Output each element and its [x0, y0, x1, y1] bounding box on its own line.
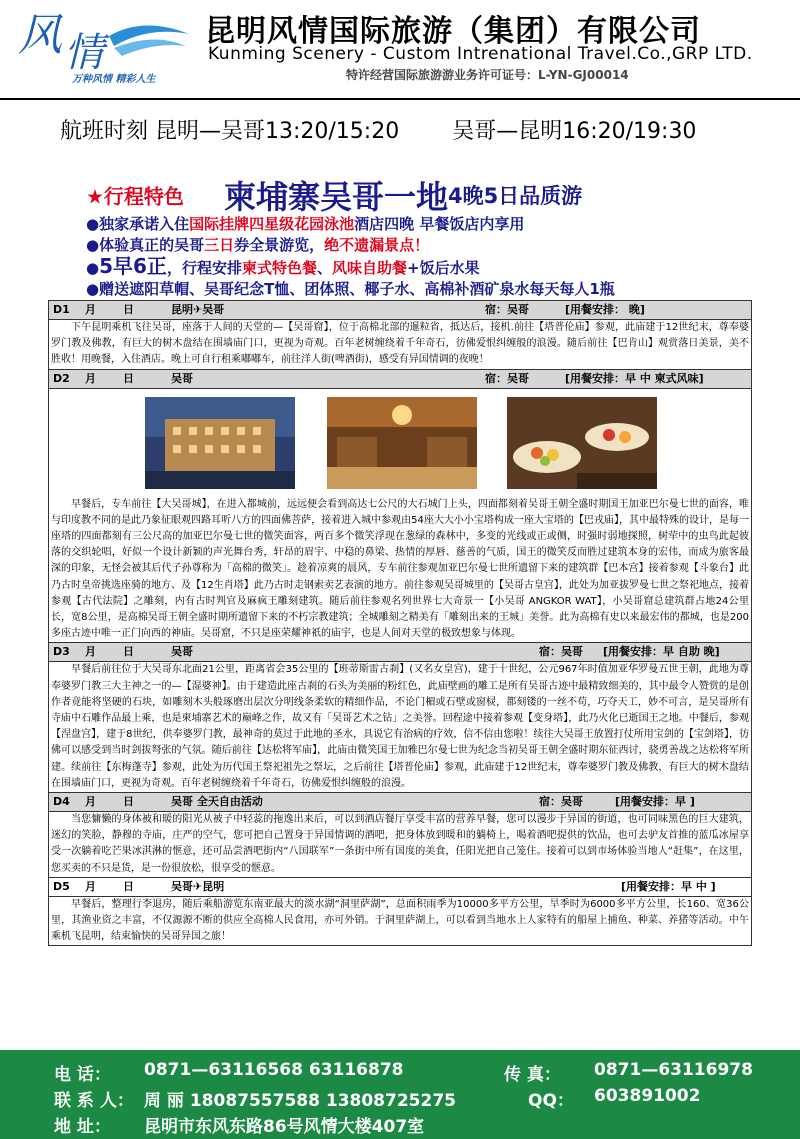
fax-number: 0871—63116978 [594, 1060, 753, 1080]
highlight-gifts: ●赠送遮阳草帽、吴哥纪念T恤、团体照、椰子水、高棉补酒矿泉水每天每人1瓶 [86, 280, 615, 298]
itinerary-table [48, 300, 752, 946]
day-text-d3: 早餐后前往位于大吴哥东北面21公里，距离省会35公里的【班蒂斯雷古刹】(又名女皇宫)，建于十世纪，公元967年时值加亚华罗曼五世王朝，此地为尊奉婆罗门教三大主神之一的—【湿婆神】。由于建造此座古刹的石头为美丽的粉红色，此庙壁画的雕工是所有吴哥古迹中最精致细美的，其中最令人赞赏的是创作者竟能将坚硬的石块，如雕刻木头般琢磨出层次分明线条柔软的精细作品，不论门楣或石壁或窗棂，都刻镂的一丝不苟，巧夺天工，妙不可言，是吴哥所有寺庙中石雕作品最上乘，也是柬埔寨艺术的巅峰之作，故又有「吴哥艺术之钻」之美誉。回程途中接着参观【变身塔】，此乃火化已逝国王之地。中餐后，参观【涅盘宫】，建于8世纪，供奉婆罗门教，最神奇的莫过于此地的圣水，具说它有治病的疗效，信不信由您啦！续往大吴哥王放置打仗所用宝剑的【宝剑塔】，彷佛可以感受到当时剑拔弩张的气氛。随后前往【达松将军庙】，此庙由微笑国王加雅巴尔曼七世为纪念当初吴哥王朝全盛时期东征西讨，骁勇善战之达松将军所建。续前往【东梅蓬寺】参观，此处为历代国王祭祀祖先之祭坛，之后前往【塔普伦庙】参观，此庙建于12世纪末，尊奉婆罗门教及佛教，有巨大的树木盘结在围墙庙门口，更视为奇观。百年老树缠绕着千年奇石，彷佛爱恨纠缠般的浪漫。 [51, 664, 749, 789]
phone-numbers: 0871—63116568 63116878 [144, 1060, 404, 1080]
highlights-label: ★行程特色 [86, 184, 184, 209]
itinerary-title [86, 172, 582, 218]
license-number: 特许经营国际旅游游业务许可证号：L-YN-GJ00014 [346, 68, 629, 82]
tour-title: 柬埔寨吴哥一地 [223, 178, 448, 216]
logo-slogan: 万种风情 精彩人生 [72, 74, 156, 85]
flight-outbound: 航班时刻 昆明—吴哥13:20/15:20 [60, 119, 400, 144]
day-text-d4: 当您慵懒的身体被和暖的阳光从被子中轻蕊的拖逸出来后，可以到酒店餐厅享受丰富的营养早餐，您可以漫步于异国的街道，也可同味黑色的巨大建筑，迷幻的笑脸，静穆的寺庙，庄严的空气，您可把自己置身于异国情调的酒吧，把身体放到暖和的躺椅上，喝着酒吧提供的饮品，也可去驴友首推的蓝瓜冰屋享受一次躺着吃芒果冰淇淋的惬意，还可品尝酒吧街内“八国联军”一条街中所有国度的美食，任阳光把自己笼住。接着可以到市场体验当地人“赶集”，在这里，您买卖的不只是货，是一份很放松，很享受的惬意。 [51, 814, 749, 874]
company-name-en: Kunming Scenery - Custom Intrenational Travel.Co.,GRP LTD. [208, 44, 753, 64]
day-text-d1: 下午昆明乘机飞往吴哥，座落于人间的天堂的—【吴哥窟】，位于高棉北部的暹粒省，抵达后，接机.前往【塔普伦庙】参观，此庙建于12世纪末，尊奉婆罗门教及佛教，有巨大的树木盘结在围墙庙门口，更视为奇观。百年老树缠绕着千年奇石，彷佛爱恨纠缠般的浪漫。随后前往【巴肯山】观赏落日美景，美不胜收！用晚餐，入住酒店。晚上可自行租乘嘟嘟车，前往洋人街(啤酒街)，感受有异国情调的夜晚！ [51, 322, 749, 366]
svg-text:风: 风 [18, 10, 62, 61]
company-logo [14, 6, 194, 86]
hotel-photos [49, 389, 751, 497]
day-header-d1: D1 月 日 昆明✈吴哥 宿：吴哥 [用餐安排： 晚] [49, 301, 751, 320]
hotel-lobby-photo [327, 397, 477, 489]
day-header-d4: D4 月 日 吴哥 全天自由活动 宿：吴哥 [用餐安排：早 ] [49, 792, 751, 812]
buffet-photo [507, 397, 657, 489]
contact-footer: 电 话： 0871—63116568 63116878 传 真： 0871—63116978 联 系 人： 周 丽 18087557588 13808725275 QQ： 603891002 地 址： 昆明市东风东路86号风情大楼407室 [0, 1050, 800, 1139]
address: 昆明市东风东路86号风情大楼407室 [144, 1117, 425, 1137]
day-header-d5: D5 月 日 吴哥✈昆明 [用餐安排：早 中 ] [49, 877, 751, 897]
day-header-d2: D2 月 日 吴哥 宿：吴哥 [用餐安排：早 中 柬式风味] [49, 369, 751, 389]
flight-schedule [60, 114, 742, 145]
qq-number: 603891002 [594, 1086, 701, 1106]
header [0, 0, 800, 100]
highlight-hotel: ●独家承诺入住国际挂牌四星级花园泳池酒店四晚 早餐饭店内享用 [86, 215, 525, 233]
hotel-exterior-photo [145, 397, 295, 489]
flight-return: 吴哥—昆明16:20/19:30 [452, 119, 697, 144]
tour-subtitle: 4晚5日品质游 [447, 184, 583, 208]
highlight-tickets: ●体验真正的吴哥三日券全景游览，绝不遗漏景点！ [86, 236, 430, 254]
contact-person: 周 丽 18087557588 13808725275 [144, 1091, 456, 1111]
day-header-d3: D3 月 日 吴哥 宿：吴哥 [用餐安排：早 自助 晚] [49, 642, 751, 662]
company-name-cn: 昆明风情国际旅游（集团）有限公司 [205, 14, 701, 49]
svg-text:情: 情 [64, 30, 104, 76]
day-text-d2: 早餐后，专车前往【大吴哥城】，在进入都城前，远远便会看到高达七公尺的大石城门上头，四面都刻着吴哥王朝全盛时期国王加亚巴尔曼七世的面容，唯与印度教不同的是此乃象征眼观四路耳听八方的四面佛菩萨，接着进入城中参观由54座大大小小宝塔构成一座大宝塔的【巴戎庙】，其中最特殊的设计，是每一座塔的四面都刻有三公尺高的加亚巴尔曼七世的微笑面容，两百多个微笑浮现在葱绿的森林中，多变的光线或正或侧，时强时弱地探照，树荦中的虫鸟此起彼落的交织轮唱，好似一个设计新颖的声光舞台秀，轩昂的眉宇、中稳的鼻梁、热情的厚唇、慈善的气质，国王的微笑反而胜过建筑本身的宏伟，而成为旅客最深的印象，无怪会被其后代子孙尊称为「高棉的微笑」。趁着凉爽的晨风，专车前往参观加亚巴尔曼七世所遗留下来的建筑群【巴本宫】接着参观【斗象台】此乃古时皇帝挑选座骑的地方、及【12生肖塔】此乃古时走钢索卖艺表演的地方。前往参观吴哥城里的【吴哥古皇宫】，此处为加亚拔罗曼七世之祭祀地点，接着参观【古代法院】之雕刻，内有古时判官及麻疯王雕刻建筑。随后前往参观名列世界七大奇景一【小吴哥 ANGKOR WAT】，小吴哥窟总建筑群占地24公里长，宽8公里，是高棉吴哥王朝全盛时期所遗留下来的不朽宗教建筑；全城雕刻之精美有「雕刻出来的王城」美誉。此为高棉有史以来最宏伟的都城，也是200多座古迹中唯一正门向西的神庙。吴哥窟，不只是座荣耀神祇的庙宇，也是人间对天堂的极致想象与体现。 [51, 498, 749, 640]
day-text-d5: 早餐后，整理行李退房，随后乘船游览东南亚最大的淡水湖“洞里萨湖”，总面积雨季为10000多平方公里，旱季时为6000多平方公里，长160、宽36公里，其渔业资之丰富，不仅源源不断的供应全高棉人民食用，亦可外销。于洞里萨湖上，可以看到当地水上人家特有的船屋上捕鱼、种菜、养猪等活动。中午乘机飞昆明，结束愉快的吴哥异国之旅！ [51, 898, 749, 943]
highlights-list [86, 214, 786, 300]
highlight-meals: ●5早6正，行程安排柬式特色餐、风味自助餐+饭后水果 [86, 254, 480, 278]
